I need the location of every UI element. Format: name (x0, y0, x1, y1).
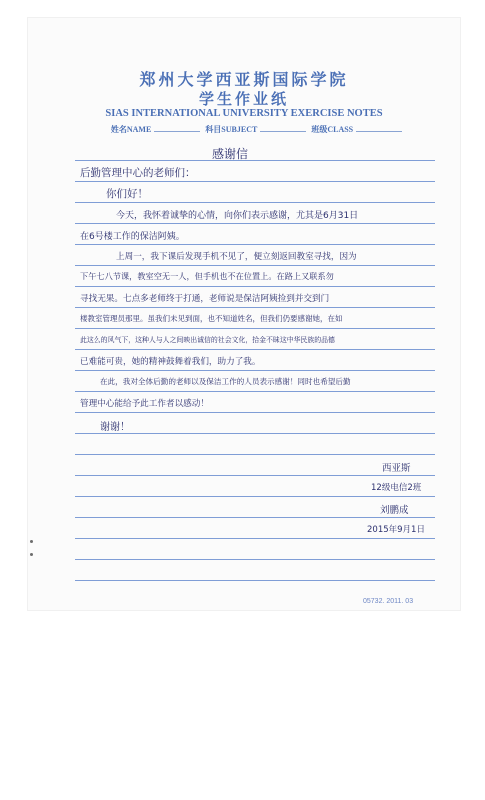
letter-thanks: 谢谢！ (100, 422, 130, 433)
rule-line (75, 433, 435, 434)
paper-title-en: SIAS INTERNATIONAL UNIVERSITY EXERCISE NOTES (105, 108, 383, 119)
rule-line (75, 202, 435, 203)
class-label: 班级CLASS (311, 125, 354, 134)
letter-salutation: 后勤管理中心的老师们： (80, 167, 196, 179)
rule-line (75, 286, 435, 287)
rule-line (75, 391, 435, 392)
rule-line (75, 265, 435, 266)
rule-line (75, 244, 435, 245)
rule-line (75, 496, 435, 497)
rule-line (75, 160, 435, 161)
paragraph-line: 楼教室管理员那里。虽我们未见到面，也不知道姓名，但我们仍要感谢她，在如 (80, 314, 343, 323)
signature-class: 12级电信2班 (371, 483, 422, 493)
paragraph-line: 在6号楼工作的保洁阿姨。 (80, 232, 185, 242)
form-code: 05732. 2011. 03 (363, 598, 414, 605)
rule-line (75, 517, 435, 518)
paragraph-line: 在此，我对全体后勤的老师以及保洁工作的人员表示感谢！同时也希望后勤 (100, 377, 351, 386)
letter-greeting: 你们好！ (106, 188, 148, 200)
paragraph-line: 此这么的风气下，这种人与人之间映出诚信的社会文化，拾金不昧这中华民族的品德 (80, 336, 335, 344)
rule-line (75, 538, 435, 539)
rule-line (75, 181, 435, 182)
binding-hole-mark (30, 553, 33, 556)
header-fields (78, 124, 438, 135)
paper-title: 学生作业纸 (198, 90, 289, 108)
paragraph-line: 已难能可贵，她的精神鼓舞着我们，助力了我。 (80, 357, 261, 367)
signature-school: 西亚斯 (382, 463, 411, 474)
paragraph-line: 管理中心能给予此工作者以感动！ (80, 399, 209, 409)
university-name: 郑州大学西亚斯国际学院 (139, 70, 349, 89)
name-blank (154, 131, 200, 132)
rule-line (75, 370, 435, 371)
subject-blank (260, 131, 306, 132)
letter-title: 感谢信 (212, 147, 249, 161)
paragraph-line: 今天，我怀着诚挚的心情，向你们表示感谢，尤其是6月31日 (116, 211, 359, 221)
rule-line (75, 454, 435, 455)
binding-hole-mark (30, 540, 33, 543)
rule-line (75, 223, 435, 224)
class-blank (356, 131, 402, 132)
signature-date: 2015年9月1日 (367, 525, 425, 535)
rule-line (75, 307, 435, 308)
rule-line (75, 412, 435, 413)
paragraph-line: 下午七八节课，教室空无一人，但手机也不在位置上。在路上又联系勿 (80, 271, 334, 281)
rule-line (75, 475, 435, 476)
signature-person: 刘鹏成 (380, 505, 409, 516)
paragraph-line: 寻找无果。七点多老师终于打通，老师说是保洁阿姨捡到并交到门 (80, 294, 330, 304)
paragraph-line: 上周一，我下课后发现手机不见了，便立刻返回教室寻找，因为 (116, 252, 357, 262)
rule-line (75, 349, 435, 350)
subject-label: 科目SUBJECT (205, 125, 258, 134)
rule-line (75, 328, 435, 329)
rule-line (75, 559, 435, 560)
rule-line (75, 580, 435, 581)
name-label: 姓名NAME (110, 125, 152, 134)
